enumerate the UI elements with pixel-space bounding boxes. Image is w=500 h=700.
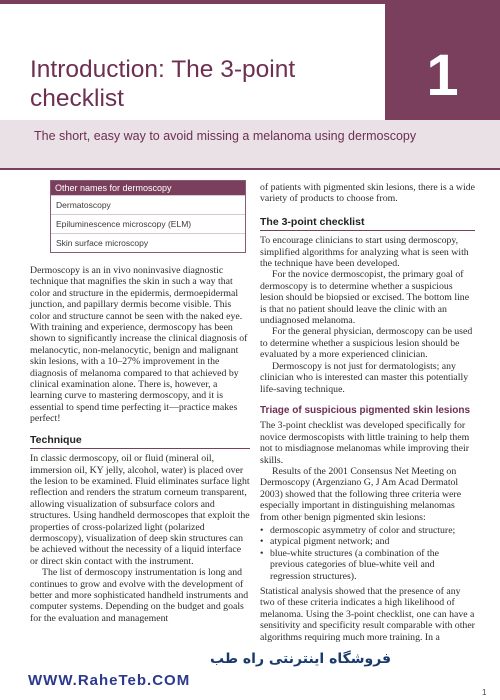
watermark-persian: فروشگاه اینترنتی راه طب	[210, 651, 392, 667]
criteria-list	[260, 525, 475, 582]
title-box	[30, 55, 385, 120]
right-column	[260, 182, 475, 643]
intro-paragraph: Dermoscopy is an in vivo noninvasive diagnostic technique that magnifies the skin in such a way that color and structure in the epidermis, dermoepidermal junction, and papillary dermis become visible. This color and structure cannot be seen with the naked eye. With training and experience, dermoscopy has been shown to significantly increase the clinical diagnosis of melanocytic, non-melanocytic, benign and malignant skin lesions, with a 10–27% improvement in the diagnosis of melanoma compared to that achieved by clinical examination alone. There is, however, a learning curve to mastering dermoscopy, and it is essential to spend time perfecting it—practice makes perfect!	[30, 265, 248, 425]
technique-paragraph: In classic dermoscopy, oil or fluid (mineral oil, immersion oil, KY jelly, alcohol, water) is placed over the lesion to be examined. Fluid eliminates surface light reflection and renders the stratum corneum transparent, allowing visualization of subsurface colors and structures. Using handheld dermoscopes that exploit the properties of cross-polarized light (polarized dermoscopy), visualization of deep skin structures can be achieved without the necessity of a liquid interface or direct skin contact with the instrument.	[30, 453, 250, 567]
checklist-paragraph: For the general physician, dermoscopy can be used to determine whether a suspicious lesion should be evaluated by a more experienced clinician.	[260, 326, 473, 361]
page-number: 1	[482, 688, 487, 697]
criteria-item: • dermoscopic asymmetry of color and structure;	[260, 525, 475, 536]
other-name-item: Epiluminescence microscopy (ELM)	[51, 214, 245, 233]
other-names-title: Other names for dermoscopy	[51, 181, 245, 195]
checklist-heading: The 3-point checklist	[260, 217, 475, 231]
closing-paragraph: Statistical analysis showed that the presence of any two of these criteria indicates a high likelihood of melanoma. Using the 3-point checklist, one can have a sensitivity and specificity result comparable with other algorithms requiring much more training. In a	[260, 586, 475, 643]
chapter-number: 1	[426, 43, 459, 108]
other-name-item: Dermatoscopy	[51, 195, 245, 214]
technique-heading: Technique	[30, 435, 250, 449]
checklist-paragraph: To encourage clinicians to start using dermoscopy, simplified algorithms for analyzing what is seen with the technique have been developed.	[260, 235, 469, 270]
chapter-subtitle: The short, easy way to avoid missing a melanoma using dermoscopy	[34, 129, 417, 143]
checklist-paragraph: Dermoscopy is not just for dermatologists; any clinician who is interested can master this potentially life-saving technique.	[260, 360, 469, 395]
subtitle-band	[0, 120, 500, 170]
triage-paragraph: The 3-point checklist was developed specifically for novice dermoscopists with little training to help them not to misdiagnose melanomas while improving their skills.	[260, 420, 470, 466]
continuation-paragraph: of patients with pigmented skin lesions, there is a wide variety of products to choose from.	[260, 182, 475, 205]
watermark-url: WWW.RaheTeb.COM	[28, 672, 191, 689]
criteria-item: • atypical pigment network; and	[260, 536, 475, 547]
technique-paragraph: The list of dermoscopy instrumentation is long and continues to grow and evolve with the development of better and more sophisticated handheld instruments and computer systems. Depending on the budget and goals for the evaluation and management	[30, 567, 249, 624]
criteria-item: • blue-white structures (a combination of the previous categories of blue-white veil and regression structures).	[260, 548, 475, 582]
triage-heading: Triage of suspicious pigmented skin lesions	[260, 404, 471, 416]
left-column	[30, 265, 250, 624]
other-name-item: Skin surface microscopy	[51, 233, 245, 252]
chapter-number-block	[385, 0, 500, 120]
chapter-title: Introduction: The 3-point checklist	[30, 56, 296, 112]
other-names-box	[50, 180, 246, 253]
checklist-paragraph: For the novice dermoscopist, the primary goal of dermoscopy is to determine whether a suspicious lesion should be biopsied or excised. The bottom line is that no patient should leave the clinic with an undiagnosed melanoma.	[260, 269, 470, 327]
triage-paragraph: Results of the 2001 Consensus Net Meeting on Dermoscopy (Argenziano G, J Am Acad Dermatol 2003) showed that the following three criteria were especially important in distinguishing melanomas from other benign pigmented skin lesions:	[260, 465, 462, 523]
